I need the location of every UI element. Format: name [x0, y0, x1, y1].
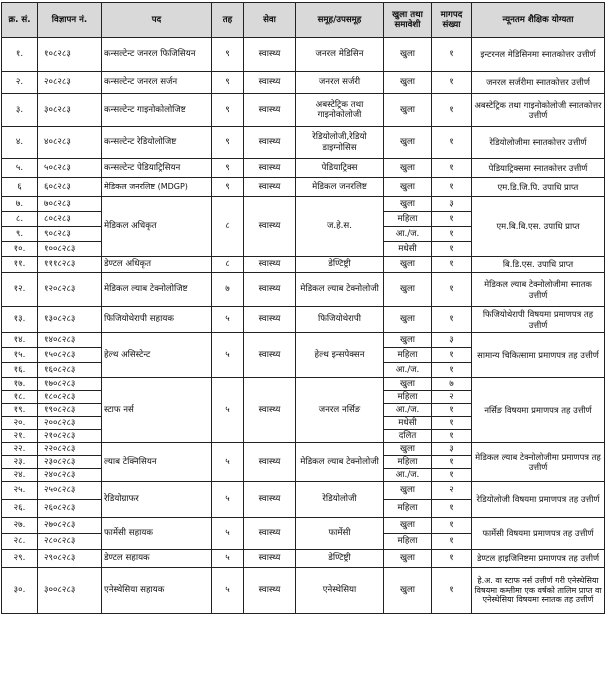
qual-cell: मेडिकल ल्याब टेक्नोलोजीमा स्नातक उत्तीर्ण: [472, 273, 605, 307]
group-cell: ज.हे.स.: [296, 197, 384, 257]
table-row: [2, 38, 605, 72]
group-cell: एनेस्थेसिया: [296, 568, 384, 614]
service-cell: स्वास्थ्य: [244, 257, 296, 273]
demand-cell: १: [432, 456, 472, 469]
open-cell: खुला: [384, 518, 432, 534]
advt-cell: ३००८२८३: [38, 568, 102, 614]
sn-cell: २.: [2, 72, 38, 94]
advt-cell: २९०८२८३: [38, 550, 102, 568]
open-cell: खुला: [384, 333, 432, 348]
post-cell: कन्सल्टेन्ट जनरल फिजिसियन: [102, 38, 212, 72]
post-cell: मेडिकल ल्याब टेक्नोलोजिष्ट: [102, 273, 212, 307]
open-cell: महिला: [384, 500, 432, 518]
demand-cell: १: [432, 500, 472, 518]
open-cell: खुला: [384, 159, 432, 178]
advt-cell: ५०८२८३: [38, 159, 102, 178]
advt-cell: २२०८२८३: [38, 443, 102, 456]
sn-cell: १.: [2, 38, 38, 72]
advt-cell: ८०८२८३: [38, 212, 102, 227]
service-cell: स्वास्थ्य: [244, 94, 296, 127]
open-cell: आ./ज.: [384, 227, 432, 242]
level-cell: ५: [212, 482, 244, 518]
qual-cell: हे.अ. वा स्टाफ नर्स उत्तीर्ण गरी एनेस्थेसिया विषयमा कम्तीमा एक वर्षको तालिम प्राप्त वा एनेस्थेसिया विषयमा स्नातक तह उत्तीर्ण: [472, 568, 605, 614]
table-row: [2, 333, 605, 348]
demand-cell: १: [432, 242, 472, 257]
advt-cell: १५०८२८३: [38, 348, 102, 363]
advt-cell: १७०८२८३: [38, 378, 102, 391]
service-cell: स्वास्थ्य: [244, 482, 296, 518]
demand-cell: ३: [432, 197, 472, 212]
sn-cell: २९.: [2, 550, 38, 568]
qual-cell: रेडियोलोजी विषयमा प्रमाणपत्र तह उत्तीर्ण: [472, 482, 605, 518]
group-cell: मेडिकल ल्याब टेक्नोलोजी: [296, 273, 384, 307]
qual-cell: रेडियोलोजीमा स्नातकोत्तर उत्तीर्ण: [472, 127, 605, 159]
demand-cell: १: [432, 363, 472, 378]
sn-cell: २०.: [2, 417, 38, 430]
qual-cell: फार्मेसी विषयमा प्रमाणपत्र तह उत्तीर्ण: [472, 518, 605, 550]
open-cell: महिला: [384, 534, 432, 550]
qual-cell: मेडिकल ल्याब टेक्नोलोजीमा प्रमाणपत्र तह उत्तीर्ण: [472, 443, 605, 482]
header-group: समूह/उपसमूह: [296, 3, 384, 38]
qual-cell: नर्सिङ विषयमा प्रमाणपत्र तह उत्तीर्ण: [472, 378, 605, 443]
advt-cell: ९०८२८३: [38, 227, 102, 242]
level-cell: ५: [212, 568, 244, 614]
demand-cell: १: [432, 212, 472, 227]
qual-cell: डेण्टल हाइजिनिष्टमा प्रमाणपत्र तह उत्तीर्ण: [472, 550, 605, 568]
sn-cell: २१.: [2, 430, 38, 443]
header-level: तह: [212, 3, 244, 38]
sn-cell: १७.: [2, 378, 38, 391]
open-cell: खुला: [384, 550, 432, 568]
table-row: [2, 482, 605, 500]
demand-cell: २: [432, 391, 472, 404]
level-cell: ८: [212, 257, 244, 273]
level-cell: ९: [212, 127, 244, 159]
demand-cell: १: [432, 518, 472, 534]
advt-cell: १००८२८३: [38, 242, 102, 257]
demand-cell: १: [432, 127, 472, 159]
qual-cell: पेडियाट्रिक्समा स्नातकोत्तर उत्तीर्ण: [472, 159, 605, 178]
advt-cell: १३०८२८३: [38, 307, 102, 333]
sn-cell: १३.: [2, 307, 38, 333]
group-cell: मेडिकल ल्याब टेक्नोलोजी: [296, 443, 384, 482]
sn-cell: २८.: [2, 534, 38, 550]
post-cell: मेडिकल अधिकृत: [102, 197, 212, 257]
group-cell: फिजियोथेरापी: [296, 307, 384, 333]
qual-cell: जनरल सर्जरीमा स्नातकोत्तर उत्तीर्ण: [472, 72, 605, 94]
open-cell: आ./ज.: [384, 404, 432, 417]
group-cell: रेडियोलोजी: [296, 482, 384, 518]
header-sn: क्र. सं.: [2, 3, 38, 38]
advt-cell: १११८२८३: [38, 257, 102, 273]
sn-cell: २४.: [2, 469, 38, 482]
level-cell: ५: [212, 550, 244, 568]
sn-cell: ७.: [2, 197, 38, 212]
advt-cell: ७०८२८३: [38, 197, 102, 212]
service-cell: स्वास्थ्य: [244, 378, 296, 443]
header-demand: मागपद संख्या: [432, 3, 472, 38]
open-cell: खुला: [384, 94, 432, 127]
open-cell: महिला: [384, 212, 432, 227]
service-cell: स्वास्थ्य: [244, 333, 296, 378]
open-cell: आ./ज.: [384, 363, 432, 378]
table-row: [2, 178, 605, 197]
post-cell: मेडिकल जनरलिष्ट (MDGP): [102, 178, 212, 197]
demand-cell: १: [432, 534, 472, 550]
service-cell: स्वास्थ्य: [244, 127, 296, 159]
level-cell: ५: [212, 307, 244, 333]
sn-cell: २७.: [2, 518, 38, 534]
sn-cell: १९.: [2, 404, 38, 417]
open-cell: खुला: [384, 72, 432, 94]
demand-cell: १: [432, 568, 472, 614]
open-cell: खुला: [384, 178, 432, 197]
demand-cell: १: [432, 404, 472, 417]
group-cell: पेडियाट्रिक्स: [296, 159, 384, 178]
open-cell: खुला: [384, 38, 432, 72]
demand-cell: १: [432, 348, 472, 363]
demand-cell: १: [432, 159, 472, 178]
header-row: [2, 3, 605, 38]
demand-cell: १: [432, 307, 472, 333]
post-cell: स्टाफ नर्स: [102, 378, 212, 443]
group-cell: डेण्टिष्ट्री: [296, 550, 384, 568]
service-cell: स्वास्थ्य: [244, 38, 296, 72]
group-cell: जनरल सर्जरी: [296, 72, 384, 94]
sn-cell: १६.: [2, 363, 38, 378]
advt-cell: २३०८२८३: [38, 456, 102, 469]
sn-cell: ११.: [2, 257, 38, 273]
service-cell: स्वास्थ्य: [244, 518, 296, 550]
level-cell: ५: [212, 333, 244, 378]
table-row: [2, 550, 605, 568]
level-cell: ९: [212, 72, 244, 94]
post-cell: फार्मेसी सहायक: [102, 518, 212, 550]
level-cell: ५: [212, 443, 244, 482]
level-cell: ९: [212, 159, 244, 178]
service-cell: स्वास्थ्य: [244, 197, 296, 257]
post-cell: डेण्टल सहायक: [102, 550, 212, 568]
group-cell: जनरल नर्सिङ: [296, 378, 384, 443]
open-cell: महिला: [384, 348, 432, 363]
header-qual: न्यूनतम शैक्षिक योग्यता: [472, 3, 605, 38]
header-service: सेवा: [244, 3, 296, 38]
open-cell: खुला: [384, 273, 432, 307]
sn-cell: ८.: [2, 212, 38, 227]
header-post: पद: [102, 3, 212, 38]
advt-cell: २५०८२८३: [38, 482, 102, 500]
qual-cell: एम.बि.बि.एस. उपाधि प्राप्त: [472, 197, 605, 257]
service-cell: स्वास्थ्य: [244, 443, 296, 482]
demand-cell: २: [432, 482, 472, 500]
table-row: [2, 568, 605, 614]
advt-cell: १९०८२८३: [38, 404, 102, 417]
advt-cell: १८०८२८३: [38, 391, 102, 404]
demand-cell: १: [432, 273, 472, 307]
sn-cell: १४.: [2, 333, 38, 348]
demand-cell: १: [432, 550, 472, 568]
demand-cell: १: [432, 257, 472, 273]
open-cell: खुला: [384, 127, 432, 159]
group-cell: रेडियोलोजी,रेडियो डाइग्नोसिस: [296, 127, 384, 159]
demand-cell: १: [432, 94, 472, 127]
demand-cell: १: [432, 178, 472, 197]
post-cell: ल्याब टेक्निसियन: [102, 443, 212, 482]
table-row: [2, 443, 605, 456]
table-row: [2, 273, 605, 307]
level-cell: ५: [212, 378, 244, 443]
sn-cell: १८.: [2, 391, 38, 404]
sn-cell: १५.: [2, 348, 38, 363]
level-cell: ८: [212, 197, 244, 257]
open-cell: आ./ज.: [384, 469, 432, 482]
table-row: [2, 94, 605, 127]
sn-cell: ४.: [2, 127, 38, 159]
advt-cell: १०८२८३: [38, 38, 102, 72]
sn-cell: २३.: [2, 456, 38, 469]
open-cell: खुला: [384, 482, 432, 500]
table-row: [2, 378, 605, 391]
group-cell: हेल्थ इन्सपेक्सन: [296, 333, 384, 378]
sn-cell: ६: [2, 178, 38, 197]
service-cell: स्वास्थ्य: [244, 273, 296, 307]
open-cell: खुला: [384, 443, 432, 456]
table-row: [2, 307, 605, 333]
open-cell: मधेसी: [384, 417, 432, 430]
advt-cell: ३०८२८३: [38, 94, 102, 127]
sn-cell: ३.: [2, 94, 38, 127]
table-row: [2, 257, 605, 273]
level-cell: ९: [212, 38, 244, 72]
advt-cell: २६०८२८३: [38, 500, 102, 518]
open-cell: खुला: [384, 307, 432, 333]
post-cell: डेण्टल अधिकृत: [102, 257, 212, 273]
post-cell: हेल्थ असिस्टेन्ट: [102, 333, 212, 378]
open-cell: दलित: [384, 430, 432, 443]
header-advt: विज्ञापन नं.: [38, 3, 102, 38]
service-cell: स्वास्थ्य: [244, 72, 296, 94]
group-cell: अबस्टेट्रिक तथा गाइनोकोलोजी: [296, 94, 384, 127]
advt-cell: १६०८२८३: [38, 363, 102, 378]
advt-cell: २८०८२८३: [38, 534, 102, 550]
sn-cell: १२.: [2, 273, 38, 307]
demand-cell: १: [432, 417, 472, 430]
advt-cell: २०८२८३: [38, 72, 102, 94]
table-row: [2, 127, 605, 159]
advt-cell: ४०८२८३: [38, 127, 102, 159]
open-cell: मधेसी: [384, 242, 432, 257]
table-row: [2, 159, 605, 178]
post-cell: कन्सल्टेन्ट गाइनोकोलोजिष्ट: [102, 94, 212, 127]
service-cell: स्वास्थ्य: [244, 550, 296, 568]
qual-cell: बि.डि.एस. उपाधि प्राप्त: [472, 257, 605, 273]
level-cell: ९: [212, 178, 244, 197]
advt-cell: १२०८२८३: [38, 273, 102, 307]
vacancy-table: [1, 2, 605, 614]
open-cell: महिला: [384, 391, 432, 404]
group-cell: डेण्टिष्ट्री: [296, 257, 384, 273]
qual-cell: सामान्य चिकित्सामा प्रमाणपत्र तह उत्तीर्ण: [472, 333, 605, 378]
level-cell: ९: [212, 94, 244, 127]
advt-cell: २१०८२८३: [38, 430, 102, 443]
group-cell: मेडिकल जनरलिष्ट: [296, 178, 384, 197]
post-cell: कन्सल्टेन्ट रेडियोलोजिष्ट: [102, 127, 212, 159]
sn-cell: २२.: [2, 443, 38, 456]
demand-cell: १: [432, 430, 472, 443]
header-open: खुला तथा समावेशी: [384, 3, 432, 38]
open-cell: महिला: [384, 456, 432, 469]
demand-cell: १: [432, 227, 472, 242]
qual-cell: फिजियोथेरापी विषयमा प्रमाणपत्र तह उत्तीर्ण: [472, 307, 605, 333]
demand-cell: ३: [432, 333, 472, 348]
post-cell: कन्सल्टेन्ट जनरल सर्जन: [102, 72, 212, 94]
service-cell: स्वास्थ्य: [244, 178, 296, 197]
post-cell: फिजियोथेरापी सहायक: [102, 307, 212, 333]
open-cell: खुला: [384, 568, 432, 614]
sn-cell: ३०.: [2, 568, 38, 614]
table-row: [2, 518, 605, 534]
sn-cell: ५.: [2, 159, 38, 178]
level-cell: ७: [212, 273, 244, 307]
qual-cell: अबस्टेट्रिक तथा गाइनोकोलोजी स्नातकोत्तर उत्तीर्ण: [472, 94, 605, 127]
sn-cell: २६.: [2, 500, 38, 518]
advt-cell: २७०८२८३: [38, 518, 102, 534]
group-cell: फार्मेसी: [296, 518, 384, 550]
qual-cell: इन्टरनल मेडिसिनमा स्नातकोत्तर उत्तीर्ण: [472, 38, 605, 72]
post-cell: कन्सल्टेन्ट पेडियाट्रिसियन: [102, 159, 212, 178]
level-cell: ५: [212, 518, 244, 550]
advt-cell: १४०८२८३: [38, 333, 102, 348]
demand-cell: ७: [432, 378, 472, 391]
demand-cell: १: [432, 72, 472, 94]
advt-cell: ६०८२८३: [38, 178, 102, 197]
advt-cell: २४०८२८३: [38, 469, 102, 482]
sn-cell: ९.: [2, 227, 38, 242]
group-cell: जनरल मेडिसिन: [296, 38, 384, 72]
demand-cell: ३: [432, 443, 472, 456]
table-row: [2, 197, 605, 212]
open-cell: खुला: [384, 378, 432, 391]
service-cell: स्वास्थ्य: [244, 307, 296, 333]
sn-cell: २५.: [2, 482, 38, 500]
demand-cell: १: [432, 469, 472, 482]
advt-cell: २००८२८३: [38, 417, 102, 430]
table-row: [2, 72, 605, 94]
post-cell: एनेस्थेसिया सहायक: [102, 568, 212, 614]
service-cell: स्वास्थ्य: [244, 159, 296, 178]
service-cell: स्वास्थ्य: [244, 568, 296, 614]
open-cell: खुला: [384, 197, 432, 212]
post-cell: रेडियोग्राफर: [102, 482, 212, 518]
demand-cell: १: [432, 38, 472, 72]
open-cell: खुला: [384, 257, 432, 273]
sn-cell: १०.: [2, 242, 38, 257]
qual-cell: एम.डि.जि.पि. उपाधि प्राप्त: [472, 178, 605, 197]
